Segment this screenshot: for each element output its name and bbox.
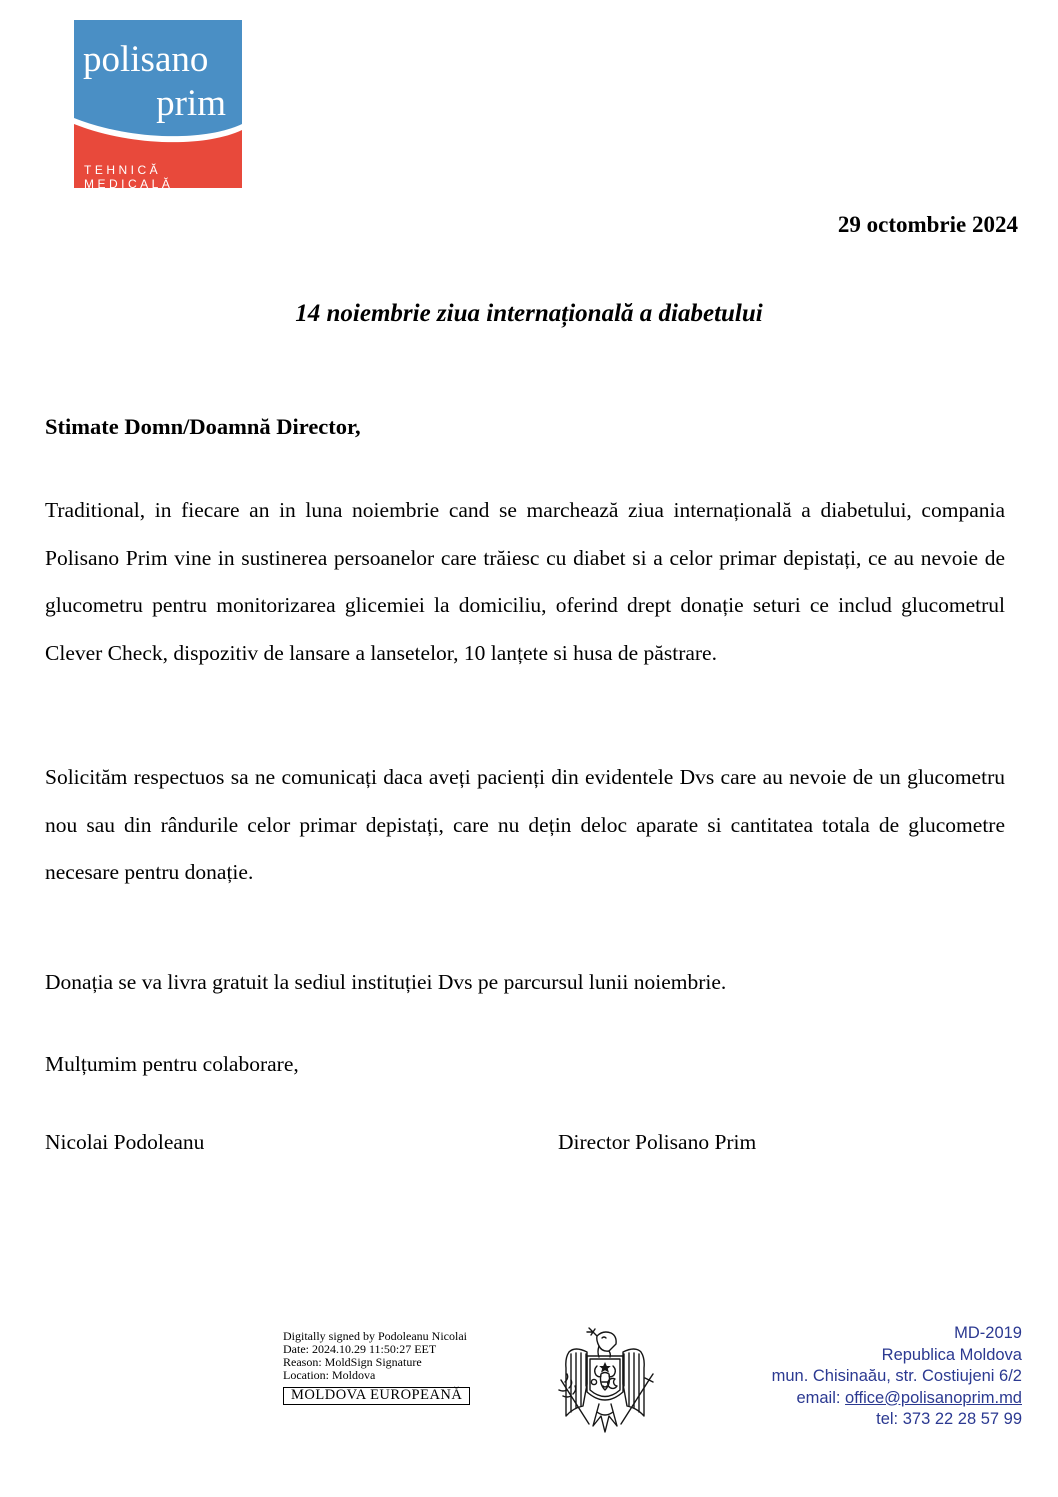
country: Republica Moldova xyxy=(881,1345,1022,1364)
digsig-signed-by: Digitally signed by Podoleanu Nicolai xyxy=(283,1329,467,1343)
paragraph-delivery: Donația se va livra gratuit la sediul instituției Dvs pe parcursul lunii noiembrie. xyxy=(45,970,727,994)
digsig-date: Date: 2024.10.29 11:50:27 EET xyxy=(283,1342,437,1356)
letter-title: 14 noiembrie ziua internațională a diabetului xyxy=(295,300,763,327)
paragraph-thanks: Mulțumim pentru colaborare, xyxy=(45,1052,299,1076)
phone-line: tel: 373 22 28 57 99 xyxy=(876,1410,1022,1428)
logo-word-prim: prim xyxy=(156,83,226,124)
logo-tagline: TEHNICĂ MEDICALĂ xyxy=(84,163,174,191)
logo-word-polisano: polisano xyxy=(83,39,209,80)
digsig-location: Location: Moldova xyxy=(283,1368,376,1382)
digital-signature-block xyxy=(283,1330,513,1405)
paragraph-request: Solicităm respectuos sa ne comunicați daca aveți pacienți din evidentele Dvs care au nevoie de un glucometru nou sau din rândurile celor primar depistați, care nu dețin deloc aparate si cantitatea totala de glucometre necesare pentru donație. xyxy=(45,765,1005,884)
contact-block xyxy=(772,1323,1022,1431)
digsig-reason: Reason: MoldSign Signature xyxy=(283,1355,422,1369)
email-label: email: xyxy=(796,1388,846,1407)
letter-date: 29 octombrie 2024 xyxy=(837,212,1018,237)
paragraph-donation-offer: Traditional, in fiecare an in luna noiembrie cand se marchează ziua internațională a diabetului, compania Polisano Prim vine in sustinerea persoanelor care trăiesc cu diabet si a celor primar depistați, ce au nevoie de glucometru pentru monitorizarea glicemiei la domiciliu, oferind drept donație seturi ce includ glucometrul Clever Check, dispozitiv de lansare a lansetelor, 10 lanțete si husa de păstrare. xyxy=(45,498,1005,665)
postal-code: MD-2019 xyxy=(954,1324,1022,1342)
email-link[interactable]: office@polisanoprim.md xyxy=(845,1388,1022,1407)
moldova-coat-of-arms-icon xyxy=(553,1324,657,1436)
email-line xyxy=(772,1388,1022,1410)
address: mun. Chisinaău, str. Costiujeni 6/2 xyxy=(771,1367,1022,1385)
signer-name: Nicolai Podoleanu xyxy=(45,1130,205,1154)
salutation: Stimate Domn/Doamnă Director, xyxy=(45,414,361,439)
signature-row xyxy=(45,1130,1005,1155)
signer-role: Director Polisano Prim xyxy=(558,1130,757,1154)
moldova-europeana-stamp: MOLDOVA EUROPEANĂ xyxy=(283,1387,470,1405)
polisano-prim-logo xyxy=(74,20,242,191)
